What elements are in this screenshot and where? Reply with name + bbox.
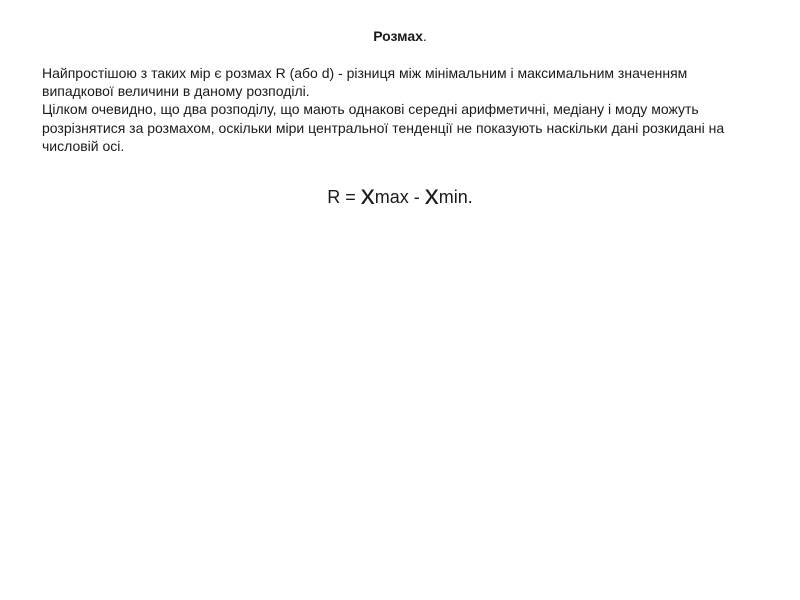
formula-x-min-var: x [424, 179, 439, 210]
formula-max-label: max [374, 187, 409, 207]
paragraph-explanation: Цілком очевидно, що два розподілу, що мають однакові середні арифметичні, медіану і моду можуть розрізнятися за розмахом, оскільки міри центральної тенденції не показують наскільки дані розкидані на числовій осі. [42, 101, 725, 154]
formula-x-max-var: x [360, 179, 375, 210]
slide-title [0, 27, 800, 45]
formula-lhs: R = [327, 187, 361, 207]
slide-title-text: Розмах [373, 28, 423, 44]
formula-period: . [467, 187, 473, 207]
formula-min-label: min [438, 187, 468, 207]
paragraph-definition: Найпростішою з таких мір є розмах R (або d) - різниця між мінімальним і максимальним значенням випадкової величини в даному розподілі. [42, 65, 688, 100]
slide-title-punct: . [422, 28, 427, 44]
formula-minus: - [408, 187, 425, 207]
range-formula [0, 180, 800, 212]
body-text [42, 64, 762, 155]
